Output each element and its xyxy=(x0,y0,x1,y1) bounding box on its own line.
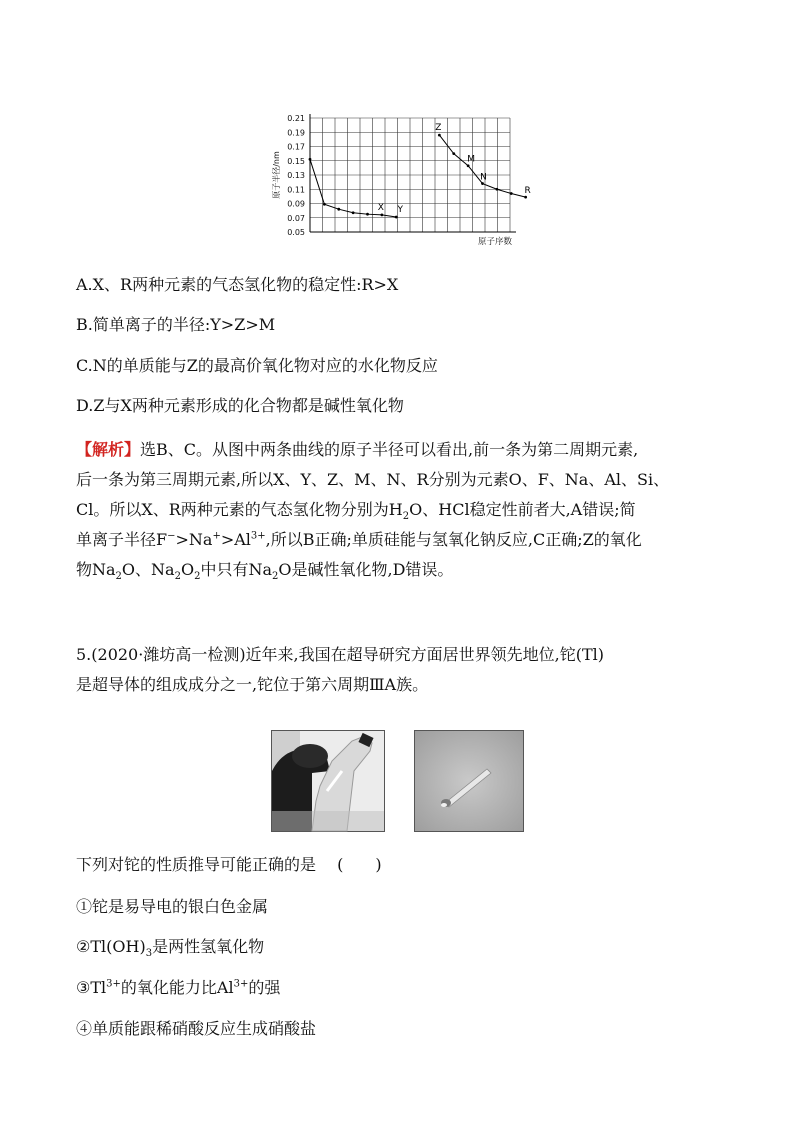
y-tick-label: 0.09 xyxy=(287,199,305,209)
data-point xyxy=(467,164,470,167)
analysis-line-1: 选B、C。从图中两条曲线的原子半径可以看出,前一条为第二周期元素, xyxy=(140,440,639,459)
q5-item-4: ④单质能跟稀硝酸反应生成硝酸盐 xyxy=(76,1019,317,1038)
data-point xyxy=(337,208,340,211)
point-label: X xyxy=(377,202,384,213)
q5-item-3: $③Tl^{3+}$的氧化能力比$Al^{3+}$的强 xyxy=(76,978,281,997)
analysis-line-3: Cl。所以X、R两种元素的气态氢化物分别为$H_2O$、HCl稳定性前者大,A错误;简 xyxy=(76,500,636,523)
analysis-line-4: 单离子半径$F^->Na^+>Al^{3+}$,所以B正确;单质硅能与氢氧化钠反应,C正确;Z的氧化 xyxy=(76,530,642,549)
q5-item-1: ①铊是易导电的银白色金属 xyxy=(76,897,269,916)
point-label: Z xyxy=(435,123,442,134)
point-label: R xyxy=(524,186,531,197)
atomic-radius-chart xyxy=(268,112,531,252)
y-tick-label: 0.05 xyxy=(287,228,305,237)
y-tick-label: 0.07 xyxy=(287,213,305,223)
data-point xyxy=(323,203,326,206)
y-tick-label: 0.17 xyxy=(287,142,305,152)
y-axis-label: 原子半径/nm xyxy=(272,151,281,199)
series-line xyxy=(439,135,525,197)
option-c: C.N的单质能与Z的最高价氧化物对应的水化物反应 xyxy=(76,356,438,375)
point-label: M xyxy=(467,154,476,165)
y-tick-label: 0.19 xyxy=(287,128,305,138)
data-point xyxy=(510,192,513,195)
data-point xyxy=(438,134,441,137)
y-tick-label: 0.15 xyxy=(287,156,305,166)
y-tick-label: 0.21 xyxy=(287,114,305,123)
data-point xyxy=(524,196,527,199)
data-point xyxy=(452,152,455,155)
q5-line-1: 5.(2020·潍坊高一检测)近年来,我国在超导研究方面居世界领先地位,铊(Tl) xyxy=(76,645,605,664)
analysis-line-5: 物$Na_2O$、$Na_2O_2$中只有$Na_2O$是碱性氧化物,D错误。 xyxy=(76,560,454,583)
q5-prompt: 下列对铊的性质推导可能正确的是 ( ) xyxy=(76,855,382,874)
analysis-line-2: 后一条为第三周期元素,所以X、Y、Z、M、N、R分别为元素O、F、Na、Al、Si、 xyxy=(76,470,670,489)
analysis-label: 【解析】 xyxy=(76,440,141,459)
metal-photo xyxy=(414,730,524,832)
data-point xyxy=(352,211,355,214)
data-point xyxy=(380,214,383,217)
data-point xyxy=(309,158,312,161)
q5-item-2: $②Tl(OH)_3$是两性氢氧化物 xyxy=(76,937,265,960)
data-point xyxy=(495,188,498,191)
option-d: D.Z与X两种元素形成的化合物都是碱性氧化物 xyxy=(76,396,404,415)
point-label: N xyxy=(480,172,487,183)
analysis-block xyxy=(76,435,726,585)
bottle-photo xyxy=(271,730,385,832)
option-b: B.简单离子的半径:Y>Z>M xyxy=(76,315,276,334)
point-label: Y xyxy=(397,205,403,216)
chart-svg xyxy=(268,112,531,252)
option-a: A.X、R两种元素的气态氢化物的稳定性:R>X xyxy=(76,275,399,294)
question-5 xyxy=(76,640,726,700)
y-tick-label: 0.11 xyxy=(287,185,305,195)
data-point xyxy=(481,182,484,185)
data-point xyxy=(395,216,398,219)
data-point xyxy=(366,213,369,216)
q5-line-2: 是超导体的组成成分之一,铊位于第六周期ⅢA族。 xyxy=(76,675,429,694)
x-axis-label: 原子序数 xyxy=(477,237,512,247)
bottle-photo-image xyxy=(272,731,384,831)
y-tick-label: 0.13 xyxy=(287,171,305,180)
metal-photo-image xyxy=(415,731,523,831)
